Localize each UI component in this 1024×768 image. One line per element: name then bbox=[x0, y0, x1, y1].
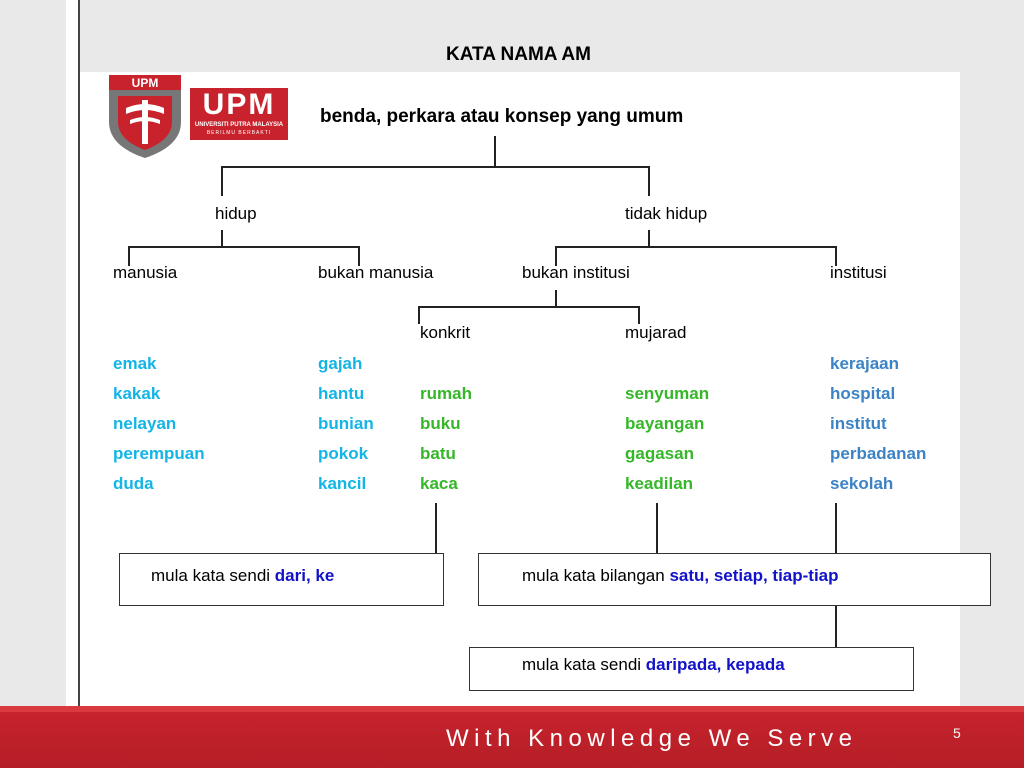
connector-box2-to-box3 bbox=[835, 605, 837, 648]
note-highlight: daripada, kepada bbox=[645, 655, 785, 674]
example-word: hospital bbox=[830, 384, 896, 403]
note-box-text bbox=[522, 567, 839, 584]
example-word: kancil bbox=[318, 474, 367, 493]
connector-tidak-hidup-drop bbox=[648, 166, 650, 196]
node-mujarad: mujarad bbox=[625, 323, 687, 342]
example-word: bayangan bbox=[625, 414, 705, 433]
example-word: bunian bbox=[318, 414, 374, 433]
note-prefix: mula kata sendi bbox=[151, 566, 275, 585]
connector-root-stem bbox=[494, 136, 496, 166]
example-word: kakak bbox=[113, 384, 161, 403]
example-word: buku bbox=[420, 414, 461, 433]
connector-level1-bar bbox=[221, 166, 649, 168]
upm-crest-icon bbox=[108, 74, 182, 158]
connector-hidup-stem bbox=[221, 230, 223, 246]
example-word: duda bbox=[113, 474, 154, 493]
node-manusia: manusia bbox=[113, 263, 178, 282]
connector-tidak-hidup-bar bbox=[555, 246, 836, 248]
vertical-rule bbox=[78, 0, 80, 706]
node-institusi: institusi bbox=[830, 263, 887, 282]
connector-tidak-hidup-stem bbox=[648, 230, 650, 246]
note-box-dari-ke bbox=[119, 553, 444, 606]
definition-text: benda, perkara atau konsep yang umum bbox=[320, 106, 684, 127]
node-bukan-institusi: bukan institusi bbox=[522, 263, 630, 282]
example-word: rumah bbox=[420, 384, 472, 403]
connector-bukan-institusi-stem bbox=[555, 290, 557, 306]
example-word: pokok bbox=[318, 444, 369, 463]
example-word: kerajaan bbox=[830, 354, 899, 373]
footer-band bbox=[0, 706, 1024, 712]
crest-badge-text: UPM bbox=[131, 76, 159, 90]
connector-mujarad-to-box2 bbox=[656, 503, 658, 553]
connector-hidup-bar bbox=[128, 246, 359, 248]
note-prefix: mula kata bilangan bbox=[522, 566, 670, 585]
example-word: kaca bbox=[420, 474, 458, 493]
connector-hidup-drop bbox=[221, 166, 223, 196]
slide-title: KATA NAMA AM bbox=[446, 44, 591, 65]
note-highlight: dari, ke bbox=[274, 566, 335, 585]
note-box-text bbox=[522, 656, 785, 673]
example-word: gajah bbox=[318, 354, 363, 373]
connector-konkrit-to-box1 bbox=[435, 503, 437, 553]
example-word: institut bbox=[830, 414, 887, 433]
logo-subtitle: UNIVERSITI PUTRA MALAYSIA bbox=[194, 122, 284, 128]
example-word: batu bbox=[420, 444, 456, 463]
example-word: nelayan bbox=[113, 414, 177, 433]
footer-slogan: With Knowledge We Serve bbox=[446, 725, 858, 752]
logo-name: UPM bbox=[202, 88, 276, 121]
upm-logo bbox=[108, 74, 288, 158]
node-konkrit: konkrit bbox=[420, 323, 471, 342]
page-number: 5 bbox=[953, 725, 961, 741]
note-box-text bbox=[151, 567, 334, 584]
example-word: senyuman bbox=[625, 384, 710, 403]
connector-konkrit-drop bbox=[418, 306, 420, 324]
connector-institusi-to-box2 bbox=[835, 503, 837, 553]
example-word: gagasan bbox=[625, 444, 694, 463]
note-highlight: satu, setiap, tiap-tiap bbox=[669, 566, 839, 585]
note-box-daripada-kepada bbox=[469, 647, 914, 691]
note-box-satu-setiap bbox=[478, 553, 991, 606]
node-tidak-hidup: tidak hidup bbox=[625, 204, 708, 223]
connector-bukan-institusi-bar bbox=[418, 306, 639, 308]
example-word: keadilan bbox=[625, 474, 694, 493]
logo-wordmark bbox=[190, 88, 288, 140]
example-word: perbadanan bbox=[830, 444, 927, 463]
note-prefix: mula kata sendi bbox=[522, 655, 646, 674]
connector-mujarad-drop bbox=[638, 306, 640, 324]
example-word: perempuan bbox=[113, 444, 205, 463]
bg-stripe-left bbox=[0, 0, 66, 706]
node-hidup: hidup bbox=[215, 204, 257, 223]
example-word: hantu bbox=[318, 384, 365, 403]
logo-motto: BERILMU BERBAKTI bbox=[206, 130, 272, 136]
example-word: sekolah bbox=[830, 474, 894, 493]
node-bukan-manusia: bukan manusia bbox=[318, 263, 434, 282]
example-word: emak bbox=[113, 354, 157, 373]
